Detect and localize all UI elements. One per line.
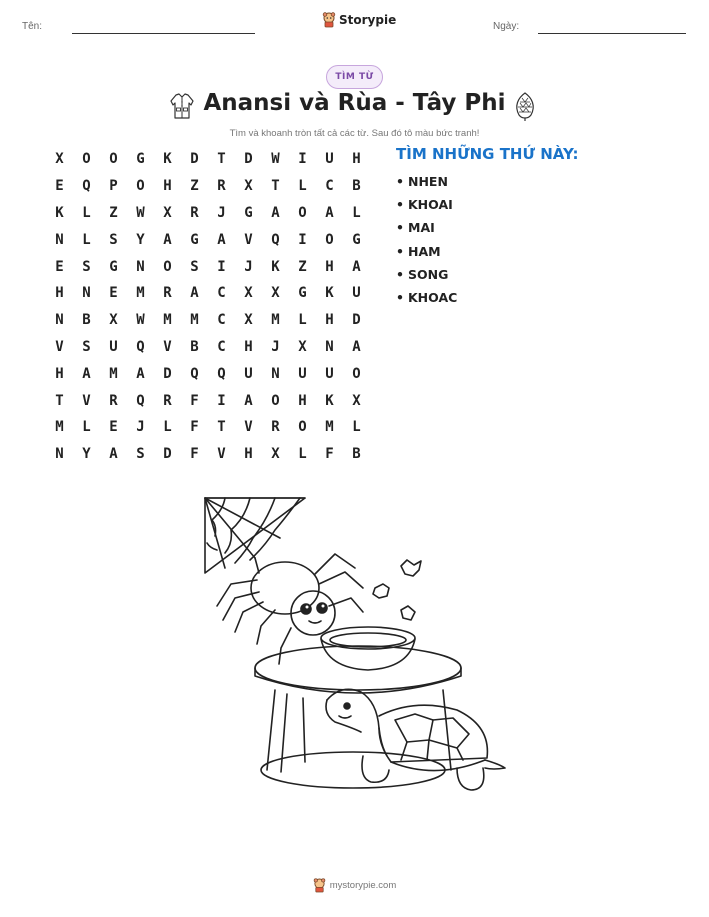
grid-letter[interactable]: A: [244, 392, 253, 409]
grid-letter[interactable]: L: [82, 231, 91, 248]
grid-row: [46, 307, 370, 334]
bullet: •: [396, 290, 404, 306]
grid-letter[interactable]: T: [217, 419, 226, 436]
grid-letter[interactable]: Q: [82, 178, 91, 195]
grid-letter[interactable]: X: [271, 285, 280, 302]
grid-letter[interactable]: G: [136, 151, 145, 168]
grid-letter[interactable]: C: [217, 285, 226, 302]
grid-letter[interactable]: S: [82, 258, 91, 275]
grid-letter[interactable]: Y: [82, 446, 91, 463]
grid-letter[interactable]: Q: [271, 231, 280, 248]
grid-letter[interactable]: J: [244, 258, 253, 275]
grid-letter[interactable]: N: [136, 258, 145, 275]
grid-letter[interactable]: A: [352, 258, 361, 275]
grid-letter[interactable]: K: [325, 285, 334, 302]
grid-letter[interactable]: O: [271, 392, 280, 409]
grid-letter[interactable]: L: [163, 419, 172, 436]
grid-letter[interactable]: R: [109, 392, 118, 409]
grid-letter[interactable]: D: [163, 365, 172, 382]
grid-letter[interactable]: G: [298, 285, 307, 302]
grid-letter[interactable]: H: [325, 258, 334, 275]
grid-letter[interactable]: E: [109, 419, 118, 436]
storypie-logo-icon: [313, 878, 326, 893]
grid-letter[interactable]: A: [136, 365, 145, 382]
grid-letter[interactable]: N: [82, 285, 91, 302]
bullet: •: [396, 266, 404, 282]
grid-letter[interactable]: A: [109, 446, 118, 463]
grid-letter[interactable]: H: [298, 392, 307, 409]
word-list-item: [396, 216, 457, 239]
grid-letter[interactable]: X: [163, 204, 172, 221]
grid-row: [46, 226, 370, 253]
grid-letter[interactable]: T: [217, 151, 226, 168]
grid-letter[interactable]: L: [298, 178, 307, 195]
grid-letter[interactable]: R: [163, 392, 172, 409]
grid-letter[interactable]: I: [298, 231, 307, 248]
grid-letter[interactable]: B: [352, 178, 361, 195]
footer: [0, 878, 709, 893]
grid-letter[interactable]: D: [352, 312, 361, 329]
grid-row: [46, 334, 370, 361]
grid-letter[interactable]: A: [82, 365, 91, 382]
activity-badge: TÌM TỪ: [326, 65, 383, 89]
grid-row: [46, 200, 370, 227]
grid-letter[interactable]: U: [244, 365, 253, 382]
grid-letter[interactable]: V: [217, 446, 226, 463]
grid-letter[interactable]: V: [244, 419, 253, 436]
grid-letter[interactable]: B: [190, 338, 199, 355]
grid-letter[interactable]: J: [136, 419, 145, 436]
bullet: •: [396, 243, 404, 259]
instructions: Tìm và khoanh tròn tất cả các từ. Sau đó tô màu bức tranh!: [229, 128, 480, 139]
grid-letter[interactable]: V: [82, 392, 91, 409]
grid-letter[interactable]: B: [352, 446, 361, 463]
grid-letter[interactable]: X: [109, 312, 118, 329]
grid-letter[interactable]: G: [352, 231, 361, 248]
grid-letter[interactable]: N: [55, 231, 64, 248]
grid-row: [46, 387, 370, 414]
grid-letter[interactable]: O: [298, 419, 307, 436]
grid-letter[interactable]: H: [352, 151, 361, 168]
grid-letter[interactable]: D: [244, 151, 253, 168]
grid-letter[interactable]: O: [163, 258, 172, 275]
grid-letter[interactable]: X: [298, 338, 307, 355]
grid-letter[interactable]: U: [325, 151, 334, 168]
page-title: Anansi và Rùa - Tây Phi: [203, 90, 506, 116]
grid-letter[interactable]: U: [298, 365, 307, 382]
word-text: SONG: [408, 266, 449, 282]
word-search-grid: [46, 146, 370, 468]
brand-name: Storypie: [339, 13, 397, 27]
word-list: [396, 170, 457, 309]
name-label: Tên:: [22, 21, 43, 32]
grid-letter[interactable]: G: [244, 204, 253, 221]
grid-row: [46, 280, 370, 307]
grid-letter[interactable]: S: [190, 258, 199, 275]
turtle-icon: [326, 689, 505, 790]
grid-letter[interactable]: E: [55, 258, 64, 275]
grid-letter[interactable]: M: [55, 419, 64, 436]
grid-letter[interactable]: O: [298, 204, 307, 221]
grid-letter[interactable]: N: [55, 312, 64, 329]
table-icon: [255, 646, 461, 788]
grid-letter[interactable]: H: [325, 312, 334, 329]
grid-letter[interactable]: A: [163, 231, 172, 248]
grid-letter[interactable]: X: [271, 446, 280, 463]
grid-letter[interactable]: F: [325, 446, 334, 463]
grid-letter[interactable]: H: [55, 365, 64, 382]
grid-letter[interactable]: F: [190, 419, 199, 436]
grid-letter[interactable]: T: [271, 178, 280, 195]
grid-letter[interactable]: S: [109, 231, 118, 248]
grid-letter[interactable]: O: [136, 178, 145, 195]
grid-letter[interactable]: G: [109, 258, 118, 275]
grid-letter[interactable]: I: [217, 258, 226, 275]
grid-row: [46, 360, 370, 387]
grid-letter[interactable]: U: [352, 285, 361, 302]
grid-letter[interactable]: H: [55, 285, 64, 302]
grid-letter[interactable]: A: [352, 338, 361, 355]
bullet: •: [396, 220, 404, 236]
grid-letter[interactable]: X: [244, 178, 253, 195]
bullet: •: [396, 174, 404, 190]
grid-letter[interactable]: D: [190, 151, 199, 168]
grid-letter[interactable]: M: [136, 285, 145, 302]
grid-letter[interactable]: M: [163, 312, 172, 329]
word-text: KHOAI: [408, 197, 453, 213]
grid-letter[interactable]: N: [55, 446, 64, 463]
grid-letter[interactable]: Q: [190, 365, 199, 382]
grid-letter[interactable]: X: [352, 392, 361, 409]
grid-letter[interactable]: L: [352, 419, 361, 436]
grid-letter[interactable]: Q: [136, 338, 145, 355]
grid-letter[interactable]: A: [325, 204, 334, 221]
grid-row: [46, 173, 370, 200]
date-field-line: [538, 33, 686, 34]
grid-letter[interactable]: E: [109, 285, 118, 302]
grid-letter[interactable]: Q: [217, 365, 226, 382]
grid-letter[interactable]: D: [163, 446, 172, 463]
grid-letter[interactable]: W: [271, 151, 280, 168]
grid-letter[interactable]: R: [190, 204, 199, 221]
grid-letter[interactable]: X: [55, 151, 64, 168]
grid-letter[interactable]: O: [82, 151, 91, 168]
grid-letter[interactable]: V: [163, 338, 172, 355]
grid-letter[interactable]: W: [136, 312, 145, 329]
grid-letter[interactable]: V: [55, 338, 64, 355]
word-text: HAM: [408, 243, 441, 259]
grid-letter[interactable]: C: [217, 338, 226, 355]
grid-letter[interactable]: A: [217, 231, 226, 248]
grid-letter[interactable]: R: [271, 419, 280, 436]
grid-letter[interactable]: X: [244, 312, 253, 329]
grid-letter[interactable]: K: [325, 392, 334, 409]
grid-letter[interactable]: L: [298, 312, 307, 329]
grid-row: [46, 414, 370, 441]
grid-letter[interactable]: Z: [298, 258, 307, 275]
grid-letter[interactable]: L: [298, 446, 307, 463]
brand-logo: [322, 12, 396, 28]
date-label: Ngày:: [493, 21, 520, 32]
grid-letter[interactable]: L: [82, 419, 91, 436]
word-list-heading: TÌM NHỮNG THỨ NÀY:: [396, 145, 579, 163]
grid-letter[interactable]: G: [190, 231, 199, 248]
grid-letter[interactable]: Q: [136, 392, 145, 409]
grid-letter[interactable]: H: [244, 446, 253, 463]
word-list-item: [396, 263, 457, 286]
grid-letter[interactable]: S: [136, 446, 145, 463]
grid-letter[interactable]: K: [271, 258, 280, 275]
grid-letter[interactable]: X: [244, 285, 253, 302]
grid-letter[interactable]: C: [217, 312, 226, 329]
grid-letter[interactable]: O: [352, 365, 361, 382]
word-list-item: [396, 170, 457, 193]
grid-letter[interactable]: U: [109, 338, 118, 355]
grid-letter[interactable]: R: [163, 285, 172, 302]
grid-letter[interactable]: Y: [136, 231, 145, 248]
grid-letter[interactable]: M: [109, 365, 118, 382]
grid-letter[interactable]: M: [271, 312, 280, 329]
grid-letter[interactable]: Z: [190, 178, 199, 195]
storypie-logo-icon: [322, 12, 336, 28]
grid-letter[interactable]: U: [325, 365, 334, 382]
word-list-item: [396, 240, 457, 263]
word-list-item: [396, 286, 457, 309]
pinecone-icon: [510, 90, 540, 122]
grid-letter[interactable]: W: [136, 204, 145, 221]
grid-letter[interactable]: M: [325, 419, 334, 436]
grid-row: [46, 441, 370, 468]
grid-letter[interactable]: T: [55, 392, 64, 409]
grid-letter[interactable]: P: [109, 178, 118, 195]
grid-letter[interactable]: L: [352, 204, 361, 221]
grid-letter[interactable]: J: [217, 204, 226, 221]
footer-url: mystorypie.com: [329, 880, 397, 891]
word-text: NHEN: [408, 174, 448, 190]
grid-letter[interactable]: A: [271, 204, 280, 221]
grid-letter[interactable]: M: [190, 312, 199, 329]
grid-letter[interactable]: A: [190, 285, 199, 302]
word-text: KHOAC: [408, 290, 458, 306]
grid-letter[interactable]: I: [217, 392, 226, 409]
grid-letter[interactable]: R: [217, 178, 226, 195]
grid-letter[interactable]: Z: [109, 204, 118, 221]
grid-letter[interactable]: C: [325, 178, 334, 195]
grid-letter[interactable]: V: [244, 231, 253, 248]
grid-letter[interactable]: B: [82, 312, 91, 329]
grid-letter[interactable]: F: [190, 446, 199, 463]
grid-letter[interactable]: H: [244, 338, 253, 355]
grid-letter[interactable]: K: [163, 151, 172, 168]
grid-letter[interactable]: K: [55, 204, 64, 221]
grid-letter[interactable]: I: [298, 151, 307, 168]
grid-letter[interactable]: O: [109, 151, 118, 168]
grid-letter[interactable]: O: [325, 231, 334, 248]
grid-letter[interactable]: J: [271, 338, 280, 355]
grid-letter[interactable]: N: [271, 365, 280, 382]
grid-letter[interactable]: H: [163, 178, 172, 195]
grid-letter[interactable]: N: [325, 338, 334, 355]
spider-turtle-coloring-illustration: [195, 488, 515, 813]
grid-letter[interactable]: F: [190, 392, 199, 409]
word-list-item: [396, 193, 457, 216]
grid-row: [46, 146, 370, 173]
grid-row: [46, 253, 370, 280]
grid-letter[interactable]: E: [55, 178, 64, 195]
grid-letter[interactable]: L: [82, 204, 91, 221]
grid-letter[interactable]: S: [82, 338, 91, 355]
name-field-line: [72, 33, 255, 34]
word-text: MAI: [408, 220, 435, 236]
bullet: •: [396, 197, 404, 213]
